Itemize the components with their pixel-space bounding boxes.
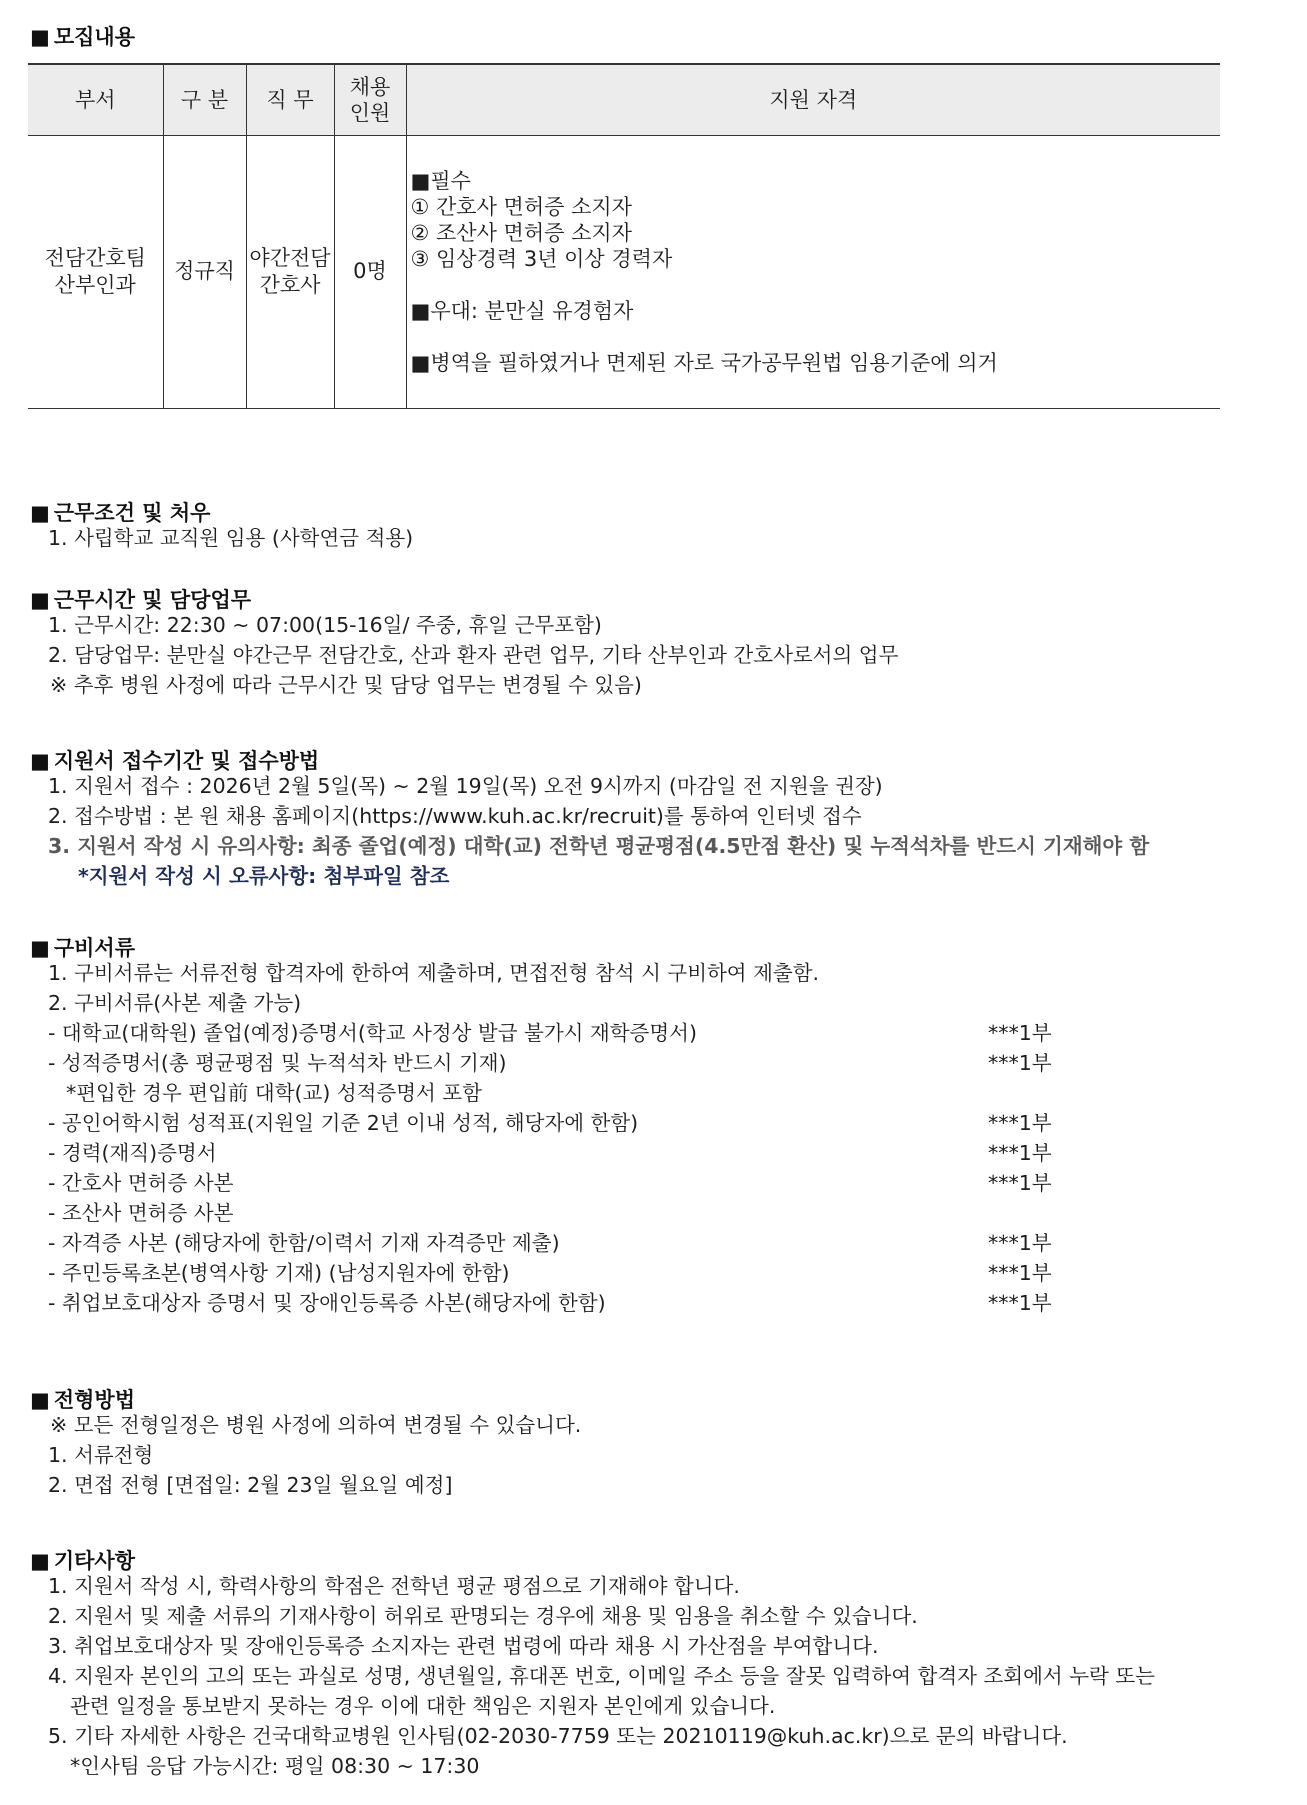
document-item-note: *편입한 경우 편입前 대학(교) 성적증명서 포함: [66, 1081, 482, 1105]
document-item: - 간호사 면허증 사본 ***1부: [30, 1168, 819, 1198]
document-item: - 자격증 사본 (해당자에 한함/이력서 기재 자격증만 제출) ***1부: [30, 1228, 819, 1258]
header-type: 구 분: [163, 64, 246, 136]
document-qty: ***1부: [988, 1291, 1052, 1315]
application-caution: 3. 지원서 작성 시 유의사항: 최종 졸업(예정) 대학(교) 전학년 평균평점(4.5만점 환산) 및 누적석차를 반드시 기재해야 함: [48, 834, 1150, 858]
list-item-continued: 관련 일정을 통보받지 못하는 경우 이에 대한 책임은 지원자 본인에게 있습니다.: [70, 1694, 776, 1718]
square-bullet-icon: ■: [30, 936, 50, 960]
selection-list: [30, 1410, 581, 1500]
required-item: ③ 임상경력 3년 이상 경력자: [410, 247, 673, 271]
misc-list: [30, 1571, 1155, 1781]
square-bullet-icon: ■: [30, 25, 50, 49]
cell-qualification: [406, 136, 1220, 409]
document-qty: ***1부: [988, 1051, 1052, 1075]
square-bullet-icon: ■: [30, 1549, 50, 1573]
required-item: ① 간호사 면허증 소지자: [410, 195, 632, 219]
cell-duty: 야간전담 간호사: [246, 136, 334, 409]
document-qty: ***1부: [988, 1021, 1052, 1045]
square-bullet-icon: ■: [30, 501, 50, 525]
document-item: - 조산사 면허증 사본: [48, 1201, 234, 1225]
preferred-qualification: ■우대: 분만실 유경험자: [410, 299, 634, 323]
header-duty: 직 무: [246, 64, 334, 136]
document-qty: ***1부: [988, 1141, 1052, 1165]
header-qualification: 지원 자격: [406, 64, 1220, 136]
military-requirement: ■병역을 필하였거나 면제된 자로 국가공무원법 임용기준에 의거: [410, 351, 998, 375]
list-item: 1. 서류전형: [48, 1443, 154, 1467]
document-qty: ***1부: [988, 1261, 1052, 1285]
list-item: 2. 접수방법 : 본 원 채용 홈페이지(https://www.kuh.ac.kr/recruit)를 통하여 인터넷 접수: [48, 804, 862, 828]
section-title-misc: ■ 기타사항: [30, 1549, 135, 1573]
document-item: - 취업보호대상자 증명서 및 장애인등록증 사본(해당자에 한함) ***1부: [30, 1288, 819, 1318]
hr-hours-note: *인사팀 응답 가능시간: 평일 08:30 ~ 17:30: [70, 1754, 480, 1778]
section-title-recruitment: ■ 모집내용: [30, 25, 135, 49]
section-title-application: ■ 지원서 접수기간 및 접수방법: [30, 749, 320, 773]
section-title-selection: ■ 전형방법: [30, 1388, 135, 1412]
list-item: 5. 기타 자세한 사항은 건국대학교병원 인사팀(02-2030-7759 또는 20210119@kuh.ac.kr)으로 문의 바랍니다.: [48, 1724, 1068, 1748]
document-item: - 경력(재직)증명서 ***1부: [30, 1138, 819, 1168]
section-title-conditions: ■ 근무조건 및 처우: [30, 501, 211, 525]
list-item: 1. 근무시간: 22:30 ~ 07:00(15-16일/ 주중, 휴일 근무포함): [48, 613, 602, 637]
hours-list: [30, 610, 898, 700]
document-qty: ***1부: [988, 1231, 1052, 1255]
section-title-documents: ■ 구비서류: [30, 936, 135, 960]
square-bullet-icon: ■: [30, 588, 50, 612]
application-error-note: *지원서 작성 시 오류사항: 첨부파일 참조: [78, 864, 450, 888]
table-header-row: [28, 64, 1220, 136]
list-item: 1. 구비서류는 서류전형 합격자에 한하여 제출하며, 면접전형 참석 시 구비하여 제출함.: [48, 961, 820, 985]
application-list: [30, 771, 1149, 891]
header-count: 채용 인원: [334, 64, 406, 136]
cell-dept: 전담간호팀 산부인과: [28, 136, 163, 409]
document-qty: ***1부: [988, 1171, 1052, 1195]
list-item: 2. 면접 전형 [면접일: 2월 23일 월요일 예정]: [48, 1473, 453, 1497]
table-row: [28, 136, 1220, 409]
document-qty: ***1부: [988, 1111, 1052, 1135]
list-item: 3. 취업보호대상자 및 장애인등록증 소지자는 관련 법령에 따라 채용 시 가산점을 부여합니다.: [48, 1634, 879, 1658]
document-item: - 주민등록초본(병역사항 기재) (남성지원자에 한함) ***1부: [30, 1258, 819, 1288]
recruitment-table: [28, 63, 1220, 409]
hours-note: ※ 추후 병원 사정에 따라 근무시간 및 담당 업무는 변경될 수 있음): [50, 673, 642, 697]
square-bullet-icon: ■: [30, 749, 50, 773]
document-item: - 공인어학시험 성적표(지원일 기준 2년 이내 성적, 해당자에 한함) ***1부: [30, 1108, 819, 1138]
cell-type: 정규직: [163, 136, 246, 409]
selection-note: ※ 모든 전형일정은 병원 사정에 의하여 변경될 수 있습니다.: [50, 1413, 582, 1437]
documents-list: [30, 958, 1052, 1318]
header-dept: 부서: [28, 64, 163, 136]
list-item: 1. 지원서 작성 시, 학력사항의 학점은 전학년 평균 평점으로 기재해야 합니다.: [48, 1574, 740, 1598]
cell-count: 0명: [334, 136, 406, 409]
document-item: - 대학교(대학원) 졸업(예정)증명서(학교 사정상 발급 불가시 재학증명서) ***1부: [30, 1018, 819, 1048]
list-item: 2. 지원서 및 제출 서류의 기재사항이 허위로 판명되는 경우에 채용 및 임용을 취소할 수 있습니다.: [48, 1604, 918, 1628]
list-item: 4. 지원자 본인의 고의 또는 과실로 성명, 생년월일, 휴대폰 번호, 이메일 주소 등을 잘못 입력하여 합격자 조회에서 누락 또는: [48, 1664, 1155, 1688]
required-item: ② 조산사 면허증 소지자: [410, 221, 632, 245]
list-item: 2. 구비서류(사본 제출 가능): [48, 991, 302, 1015]
list-item: 1. 지원서 접수 : 2026년 2월 5일(목) ~ 2월 19일(목) 오전 9시까지 (마감일 전 지원을 권장): [48, 774, 883, 798]
section-title-hours: ■ 근무시간 및 담당업무: [30, 588, 252, 612]
list-item: 2. 담당업무: 분만실 야간근무 전담간호, 산과 환자 관련 업무, 기타 산부인과 간호사로서의 업무: [48, 643, 899, 667]
square-bullet-icon: ■: [30, 1388, 50, 1412]
required-title: ■필수: [410, 169, 471, 193]
list-item: 1. 사립학교 교직원 임용 (사학연금 적용): [48, 526, 414, 550]
document-item: - 성적증명서(총 평균평점 및 누적석차 반드시 기재) ***1부: [30, 1048, 819, 1078]
conditions-list: [30, 523, 413, 553]
